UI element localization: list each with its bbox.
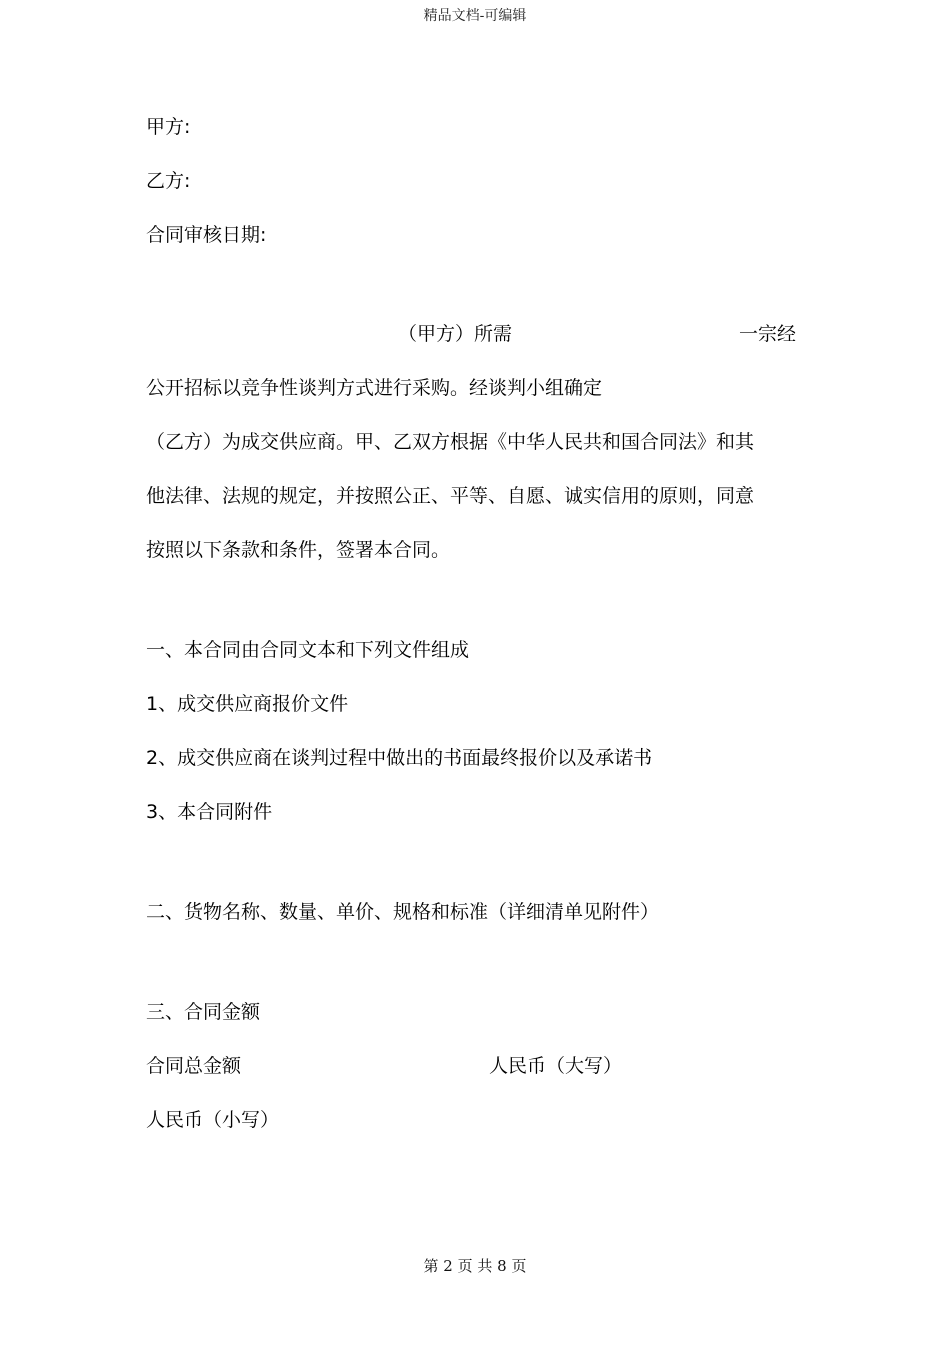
section1-item: 2、成交供应商在谈判过程中做出的书面最终报价以及承诺书 (146, 747, 653, 769)
section1-item: 3、本合同附件 (146, 801, 273, 823)
section1-item: 1、成交供应商报价文件 (146, 693, 349, 715)
intro-line1-mid: （甲方）所需 (398, 323, 513, 345)
contract-total-label: 合同总金额 (146, 1055, 242, 1077)
party-a-label: 甲方: (146, 116, 191, 138)
section1-title: 一、本合同由合同文本和下列文件组成 (146, 639, 470, 661)
party-b-label: 乙方: (146, 170, 191, 192)
review-date-label: 合同审核日期: (146, 224, 267, 246)
section2-title: 二、货物名称、数量、单价、规格和标准（详细清单见附件） (146, 901, 660, 923)
intro-line5: 按照以下条款和条件，签署本合同。 (146, 539, 451, 561)
intro-line1-right: 一宗经 (739, 323, 797, 345)
page-header: 精品文档-可编辑 (423, 8, 527, 24)
intro-line4: 他法律、法规的规定，并按照公正、平等、自愿、诚实信用的原则，同意 (146, 485, 755, 507)
rmb-lower-label: 人民币（小写） (146, 1109, 280, 1131)
section3-title: 三、合同金额 (146, 1001, 261, 1023)
rmb-upper-label: 人民币（大写） (489, 1055, 623, 1077)
intro-line3: （乙方）为成交供应商。甲、乙双方根据《中华人民共和国合同法》和其 (146, 431, 755, 453)
page-footer: 第 2 页 共 8 页 (423, 1257, 527, 1275)
intro-line2: 公开招标以竞争性谈判方式进行采购。经谈判小组确定 (146, 377, 603, 399)
